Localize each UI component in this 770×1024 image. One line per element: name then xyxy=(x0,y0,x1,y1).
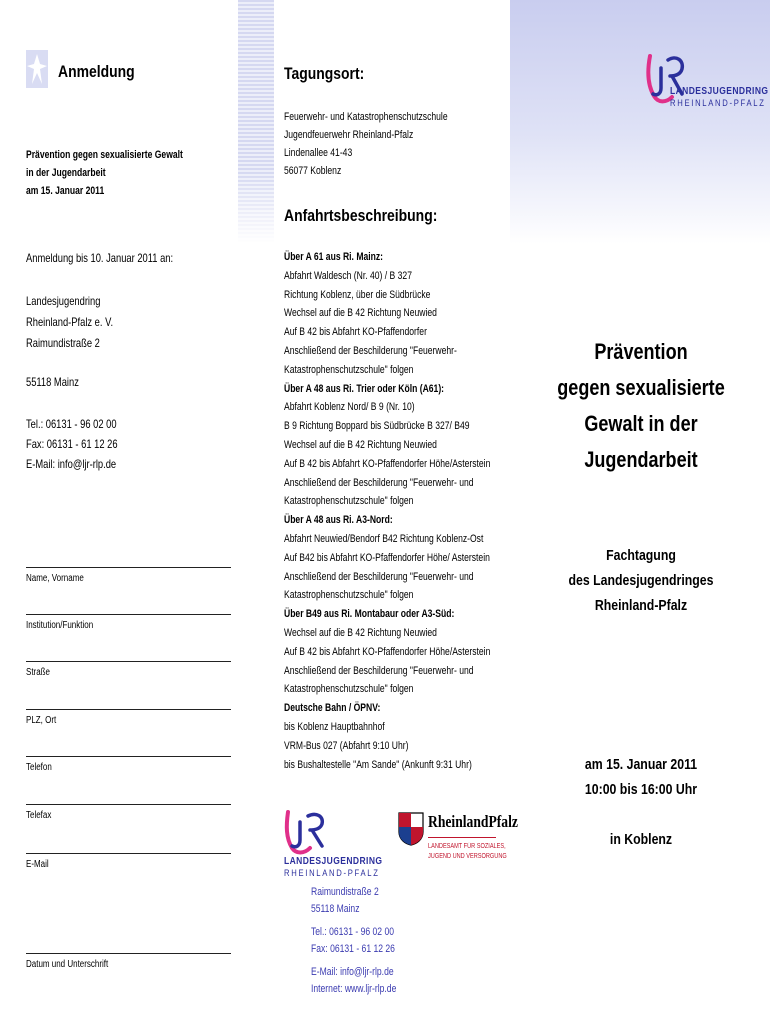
contact-website-link[interactable]: Internet: www.ljr-rlp.de xyxy=(311,983,397,995)
address-line: Rheinland-Pfalz e. V. xyxy=(26,315,114,329)
form-line xyxy=(26,567,231,568)
organizer-fax: Fax: 06131 - 61 12 26 xyxy=(26,437,118,451)
directions-line: VRM-Bus 027 (Abfahrt 9:10 Uhr) xyxy=(284,739,409,752)
directions-line: Katastrophenschutzschule" folgen xyxy=(284,589,414,602)
form-field-label: Datum und Unterschrift xyxy=(26,959,109,970)
form-field-label: Name, Vorname xyxy=(26,573,84,584)
venue-line: Jugendfeuerwehr Rheinland-Pfalz xyxy=(284,129,414,141)
form-line xyxy=(26,661,231,662)
directions-line: B 9 Richtung Boppard bis Südbrücke B 327/ B49 xyxy=(284,420,470,433)
form-field-date-signature[interactable] xyxy=(26,953,231,970)
form-field-street[interactable] xyxy=(26,661,231,678)
form-field-postcode-city[interactable] xyxy=(26,709,231,726)
venue-line: 56077 Koblenz xyxy=(284,165,342,177)
address-line: Landesjugendring xyxy=(26,294,101,308)
form-line xyxy=(26,853,231,854)
cover-subtitle xyxy=(547,543,736,618)
directions-route-heading: Über A 48 aus Ri. Trier oder Köln (A61): xyxy=(284,382,445,395)
form-field-name[interactable] xyxy=(26,567,231,584)
directions-line: Wechsel auf die B 42 Richtung Neuwied xyxy=(284,307,437,320)
cover-title xyxy=(547,334,736,478)
cover-title-line: Jugendarbeit xyxy=(584,447,698,472)
directions-route-heading: Über B49 aus Ri. Montabaur oder A3-Süd: xyxy=(284,608,455,621)
ljr-star-icon xyxy=(26,50,48,88)
cover-title-line: gegen sexualisierte xyxy=(557,375,725,400)
directions-line: Katastrophenschutzschule" folgen xyxy=(284,363,414,376)
cover-date-time xyxy=(547,752,736,802)
event-line: Prävention gegen sexualisierte Gewalt xyxy=(26,149,183,161)
cover-logo-wordmark: LANDESJUGENDRING xyxy=(670,86,769,97)
form-field-institution[interactable] xyxy=(26,614,231,631)
directions-list xyxy=(284,248,490,774)
form-field-fax[interactable] xyxy=(26,804,231,821)
directions-line: Katastrophenschutzschule" folgen xyxy=(284,683,414,696)
directions-line: Auf B 42 bis Abfahrt KO-Pfaffendorfer Höhe/Asterstein xyxy=(284,645,491,658)
registration-heading: Anmeldung xyxy=(58,62,135,81)
form-field-label: Institution/Funktion xyxy=(26,620,94,631)
rlp-logo-wordmark: RheinlandPfalz xyxy=(428,812,518,831)
venue-line: Feuerwehr- und Katastrophenschutzschule xyxy=(284,111,448,123)
directions-line: Anschließend der Beschilderung "Feuerwehr- und xyxy=(284,570,474,583)
rlp-coat-of-arms-icon xyxy=(398,812,424,846)
event-line: am 15. Januar 2011 xyxy=(26,185,105,197)
contact-email-link[interactable]: E-Mail: info@ljr-rlp.de xyxy=(311,966,394,978)
contact-block xyxy=(311,884,396,998)
contact-city: 55118 Mainz xyxy=(311,903,360,915)
directions-route-heading: Deutsche Bahn / ÖPNV: xyxy=(284,702,381,715)
directions-route-heading: Über A 48 aus Ri. A3-Nord: xyxy=(284,514,393,527)
organizer-city: 55118 Mainz xyxy=(26,375,79,389)
cover-subtitle-line: des Landesjugendringes xyxy=(568,572,714,589)
event-line: in der Jugendarbeit xyxy=(26,167,106,179)
cover-subtitle-line: Fachtagung xyxy=(606,547,676,564)
directions-line: Abfahrt Koblenz Nord/ B 9 (Nr. 10) xyxy=(284,401,415,414)
directions-line: bis Bushaltestelle "Am Sande" (Ankunft 9:31 Uhr) xyxy=(284,758,472,771)
directions-line: Anschließend der Beschilderung "Feuerwehr- xyxy=(284,344,457,357)
form-field-email[interactable] xyxy=(26,853,231,870)
directions-line: Abfahrt Waldesch (Nr. 40) / B 327 xyxy=(284,269,412,282)
rlp-logo-divider xyxy=(428,837,496,838)
contact-fax: Fax: 06131 - 61 12 26 xyxy=(311,943,395,955)
directions-heading: Anfahrtsbeschreibung: xyxy=(284,206,438,225)
organizer-address xyxy=(26,291,113,354)
organizer-email: E-Mail: info@ljr-rlp.de xyxy=(26,457,117,471)
form-field-phone[interactable] xyxy=(26,756,231,773)
rlp-subtitle-line: LANDESAMT FÜR SOZIALES, xyxy=(428,843,506,850)
event-name-block xyxy=(26,146,183,200)
organizer-phone: Tel.: 06131 - 96 02 00 xyxy=(26,417,117,431)
form-field-label: PLZ, Ort xyxy=(26,715,57,726)
form-field-label: Telefon xyxy=(26,762,52,773)
directions-line: Auf B 42 bis Abfahrt KO-Pfaffendorfer xyxy=(284,326,427,339)
contact-phone: Tel.: 06131 - 96 02 00 xyxy=(311,926,395,938)
address-line: Raimundistraße 2 xyxy=(26,336,100,350)
cover-gradient-panel xyxy=(510,0,770,244)
directions-route-heading: Über A 61 aus Ri. Mainz: xyxy=(284,251,384,263)
rlp-subtitle-line: JUGEND UND VERSORGUNG xyxy=(428,853,507,860)
form-line xyxy=(26,953,231,954)
directions-line: Wechsel auf die B 42 Richtung Neuwied xyxy=(284,438,437,451)
directions-line: Wechsel auf die B 42 Richtung Neuwied xyxy=(284,626,437,639)
ljr-logo-icon xyxy=(282,808,328,856)
cover-title-line: Prävention xyxy=(594,339,688,364)
directions-line: Anschließend der Beschilderung "Feuerwehr- und xyxy=(284,664,474,677)
form-field-label: Telefax xyxy=(26,810,52,821)
cover-logo-region: RHEINLAND-PFALZ xyxy=(670,98,766,108)
form-field-label: E-Mail xyxy=(26,859,49,870)
form-line xyxy=(26,804,231,805)
directions-line: bis Koblenz Hauptbahnhof xyxy=(284,720,385,733)
cover-title-line: Gewalt in der xyxy=(584,411,698,436)
ljr-logo-region: RHEINLAND-PFALZ xyxy=(284,868,380,878)
contact-street: Raimundistraße 2 xyxy=(311,886,379,898)
directions-line: Richtung Koblenz, über die Südbrücke xyxy=(284,288,431,301)
decorative-stripe-panel xyxy=(238,0,274,244)
directions-line: Anschließend der Beschilderung "Feuerwehr- und xyxy=(284,476,474,489)
form-field-label: Straße xyxy=(26,667,51,678)
organizer-contact xyxy=(26,414,118,474)
ljr-logo-wordmark: LANDESJUGENDRING xyxy=(284,856,383,867)
directions-line: Auf B42 bis Abfahrt KO-Pfaffendorfer Höhe/ Asterstein xyxy=(284,551,490,564)
cover-date: am 15. Januar 2011 xyxy=(584,756,698,773)
cover-subtitle-line: Rheinland-Pfalz xyxy=(594,597,688,614)
cover-time: 10:00 bis 16:00 Uhr xyxy=(584,781,698,798)
directions-line: Katastrophenschutzschule" folgen xyxy=(284,495,414,508)
cover-place: in Koblenz xyxy=(609,831,673,848)
directions-line: Abfahrt Neuwied/Bendorf B42 Richtung Koblenz-Ost xyxy=(284,532,484,545)
form-line xyxy=(26,756,231,757)
form-line xyxy=(26,709,231,710)
form-line xyxy=(26,614,231,615)
venue-address xyxy=(284,108,448,180)
directions-line: Auf B 42 bis Abfahrt KO-Pfaffendorfer Höhe/Asterstein xyxy=(284,457,491,470)
registration-deadline: Anmeldung bis 10. Januar 2011 an: xyxy=(26,251,174,265)
venue-line: Lindenallee 41-43 xyxy=(284,147,353,159)
venue-heading: Tagungsort: xyxy=(284,64,365,83)
rlp-logo-subtitle xyxy=(428,842,507,862)
